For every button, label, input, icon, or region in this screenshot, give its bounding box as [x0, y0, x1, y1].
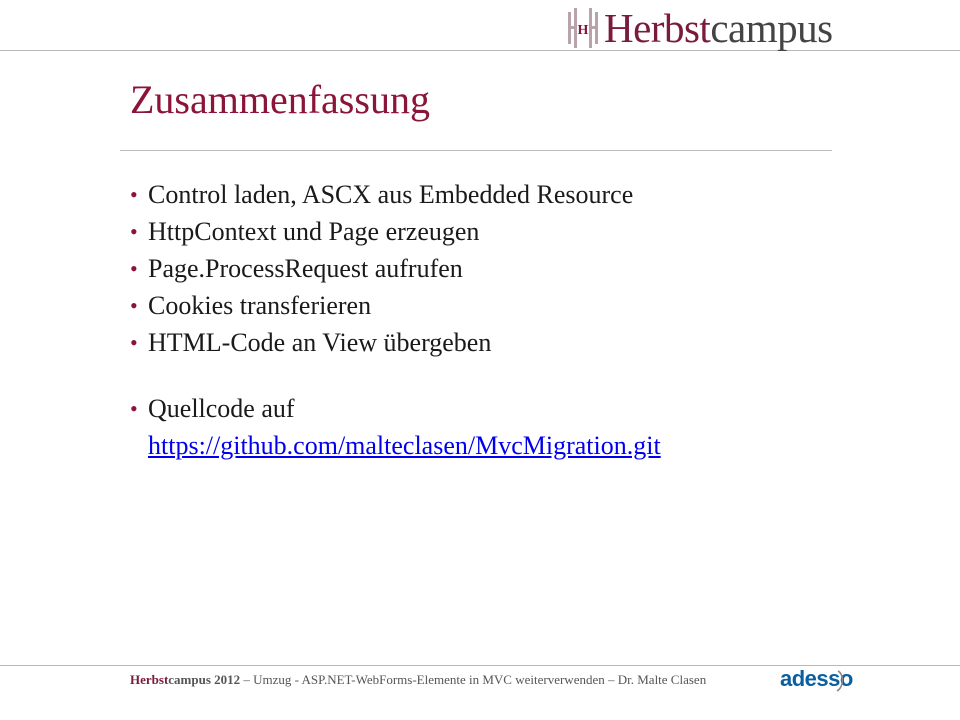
source-bullet-item [130, 390, 661, 464]
bullet-item [130, 287, 661, 324]
brand-light: campus [710, 4, 833, 51]
bullet-dot: • [130, 330, 138, 355]
bullet-dot: • [130, 256, 138, 281]
bullet-dot: • [130, 293, 138, 318]
logo-letter: H [577, 23, 589, 38]
bullet-text: HttpContext und Page erzeugen [148, 217, 480, 246]
herbstcampus-emblem-icon [566, 8, 600, 48]
bullet-text: HTML-Code an View übergeben [148, 328, 492, 357]
footer-brand-strong: Herbst [130, 672, 169, 687]
adesso-logo: adesso [780, 666, 853, 691]
footer-year: 2012 [214, 672, 241, 687]
bullet-text: Page.ProcessRequest aufrufen [148, 254, 463, 283]
bullet-item [130, 176, 661, 213]
bullet-item [130, 250, 661, 287]
source-label: Quellcode auf [148, 394, 295, 423]
title-divider [120, 150, 832, 151]
bullet-dot: • [130, 219, 138, 244]
herbstcampus-logo [566, 6, 833, 50]
bullet-dot: • [130, 396, 138, 421]
brand-strong: Herbst [604, 4, 711, 51]
bullet-text: Control laden, ASCX aus Embedded Resource [148, 180, 634, 209]
bullet-dot: • [130, 182, 138, 207]
footer-brand-light: campus [168, 672, 211, 687]
bullet-text: Cookies transferieren [148, 291, 372, 320]
slide-title: Zusammenfassung [130, 77, 430, 122]
bullet-list [130, 176, 661, 464]
brand-name [604, 4, 833, 51]
footer-text [130, 672, 706, 688]
bullet-item [130, 324, 661, 361]
github-link[interactable]: https://github.com/malteclasen/MvcMigration.git [148, 431, 661, 460]
adesso-bracket-icon [836, 670, 846, 692]
bullet-item [130, 213, 661, 250]
footer-description: – Umzug - ASP.NET-WebForms-Elemente in MVC weiterverwenden – Dr. Malte Clasen [240, 672, 707, 687]
